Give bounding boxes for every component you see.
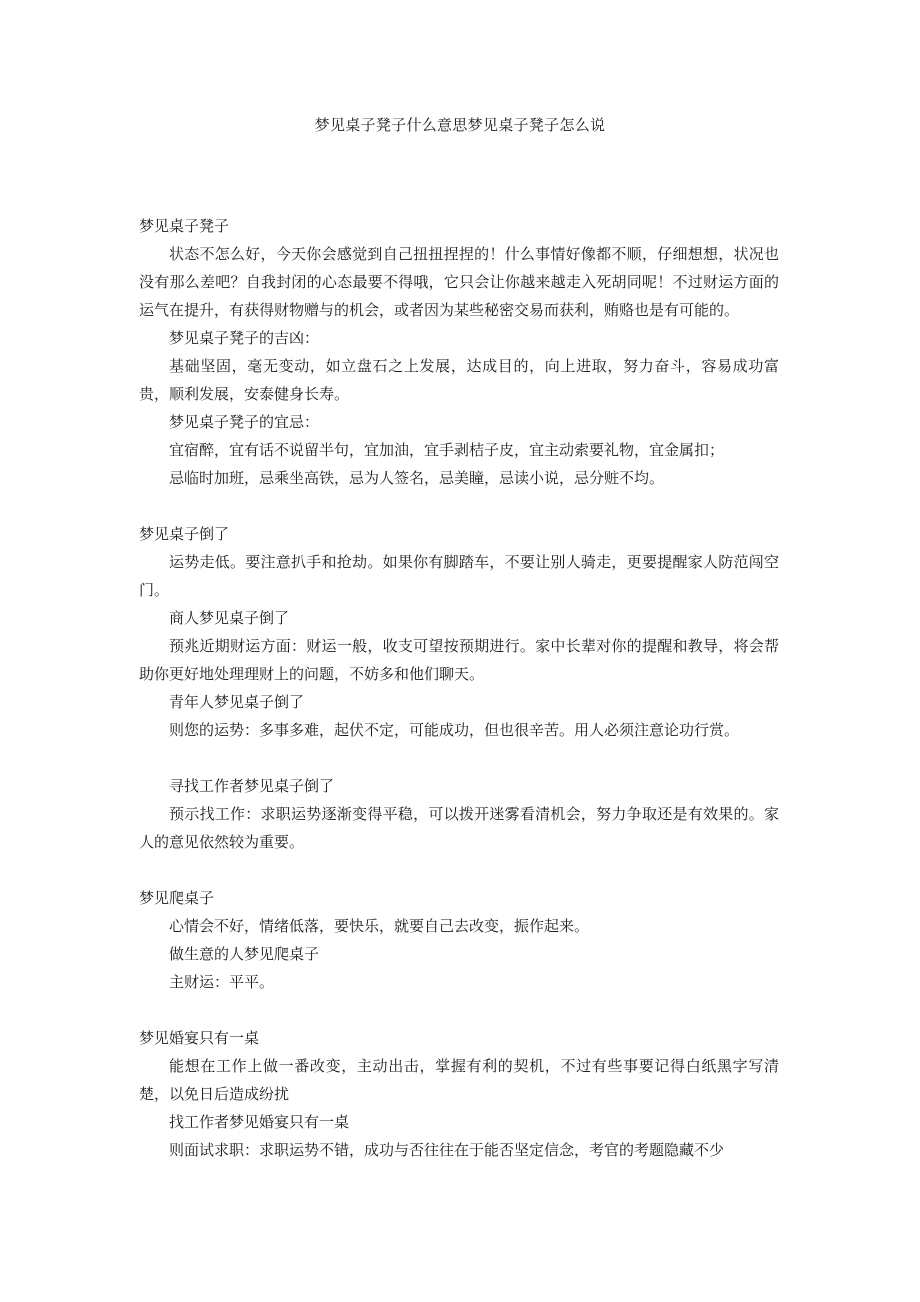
page-title: 梦见桌子凳子什么意思梦见桌子凳子怎么说	[314, 116, 606, 134]
paragraph: 状态不怎么好，今天你会感觉到自己扭扭捏捏的！什么事情好像都不顺，仔细想想，状况也没有那么差吧？自我封闭的心态最要不得哦，它只会让你越来越走入死胡同呢！不过财运方面的运气在提升，有获得财物赠与的机会，或者因为某些秘密交易而获利，贿赂也是有可能的。	[139, 245, 779, 319]
subheading: 做生意的人梦见爬桌子	[169, 945, 320, 963]
subheading: 商人梦见桌子倒了	[169, 609, 290, 627]
spacer	[139, 856, 779, 884]
section-dream-wedding-one-table	[139, 1024, 779, 1164]
paragraph: 预兆近期财运方面：财运一般，收支可望按预期进行。家中长辈对你的提醒和教导，将会帮助你更好地处理理财上的问题，不妨多和他们聊天。	[139, 637, 779, 683]
spacer	[139, 492, 779, 520]
section-heading: 梦见爬桌子	[139, 889, 215, 907]
paragraph: 主财运：平平。	[169, 973, 275, 991]
paragraph: 则面试求职：求职运势不错，成功与否往往在于能否坚定信念，考官的考题隐藏不少	[169, 1141, 725, 1159]
subheading: 青年人梦见桌子倒了	[169, 693, 305, 711]
subheading: 梦见桌子凳子的宜忌：	[169, 413, 320, 431]
spacer	[139, 996, 779, 1024]
paragraph: 忌临时加班，忌乘坐高铁，忌为人签名，忌美瞳，忌读小说，忌分赃不均。	[169, 469, 665, 487]
paragraph: 心情会不好，情绪低落，要快乐，就要自己去改变，振作起来。	[169, 917, 590, 935]
section-dream-climb-table	[139, 884, 779, 996]
paragraph: 运势走低。要注意扒手和抢劫。如果你有脚踏车，不要让别人骑走，更要提醒家人防范闯空门。	[139, 553, 779, 599]
paragraph: 能想在工作上做一番改变，主动出击，掌握有利的契机，不过有些事要记得白纸黑字写清楚，以免日后造成纷扰	[139, 1057, 779, 1103]
subheading: 找工作者梦见婚宴只有一桌	[169, 1113, 350, 1131]
section-dream-table-fell	[139, 520, 779, 856]
section-heading: 梦见桌子凳子	[139, 217, 230, 235]
document-body	[139, 212, 779, 1164]
paragraph: 基础坚固，毫无变动，如立盘石之上发展，达成目的，向上进取，努力奋斗，容易成功富贵，顺利发展，安泰健身长寿。	[139, 357, 779, 403]
subheading: 梦见桌子凳子的吉凶：	[169, 329, 320, 347]
section-dream-table-stool	[139, 212, 779, 492]
paragraph: 宜宿醉，宜有话不说留半句，宜加油，宜手剥桔子皮，宜主动索要礼物，宜金属扣；	[169, 441, 725, 459]
subheading: 寻找工作者梦见桌子倒了	[169, 777, 335, 795]
paragraph: 则您的运势：多事多难，起伏不定，可能成功，但也很辛苦。用人必须注意论功行赏。	[169, 721, 740, 739]
section-heading: 梦见婚宴只有一桌	[139, 1029, 260, 1047]
section-heading: 梦见桌子倒了	[139, 525, 230, 543]
paragraph: 预示找工作：求职运势逐渐变得平稳，可以拨开迷雾看清机会，努力争取还是有效果的。家人的意见依然较为重要。	[139, 805, 779, 851]
spacer	[139, 744, 779, 772]
